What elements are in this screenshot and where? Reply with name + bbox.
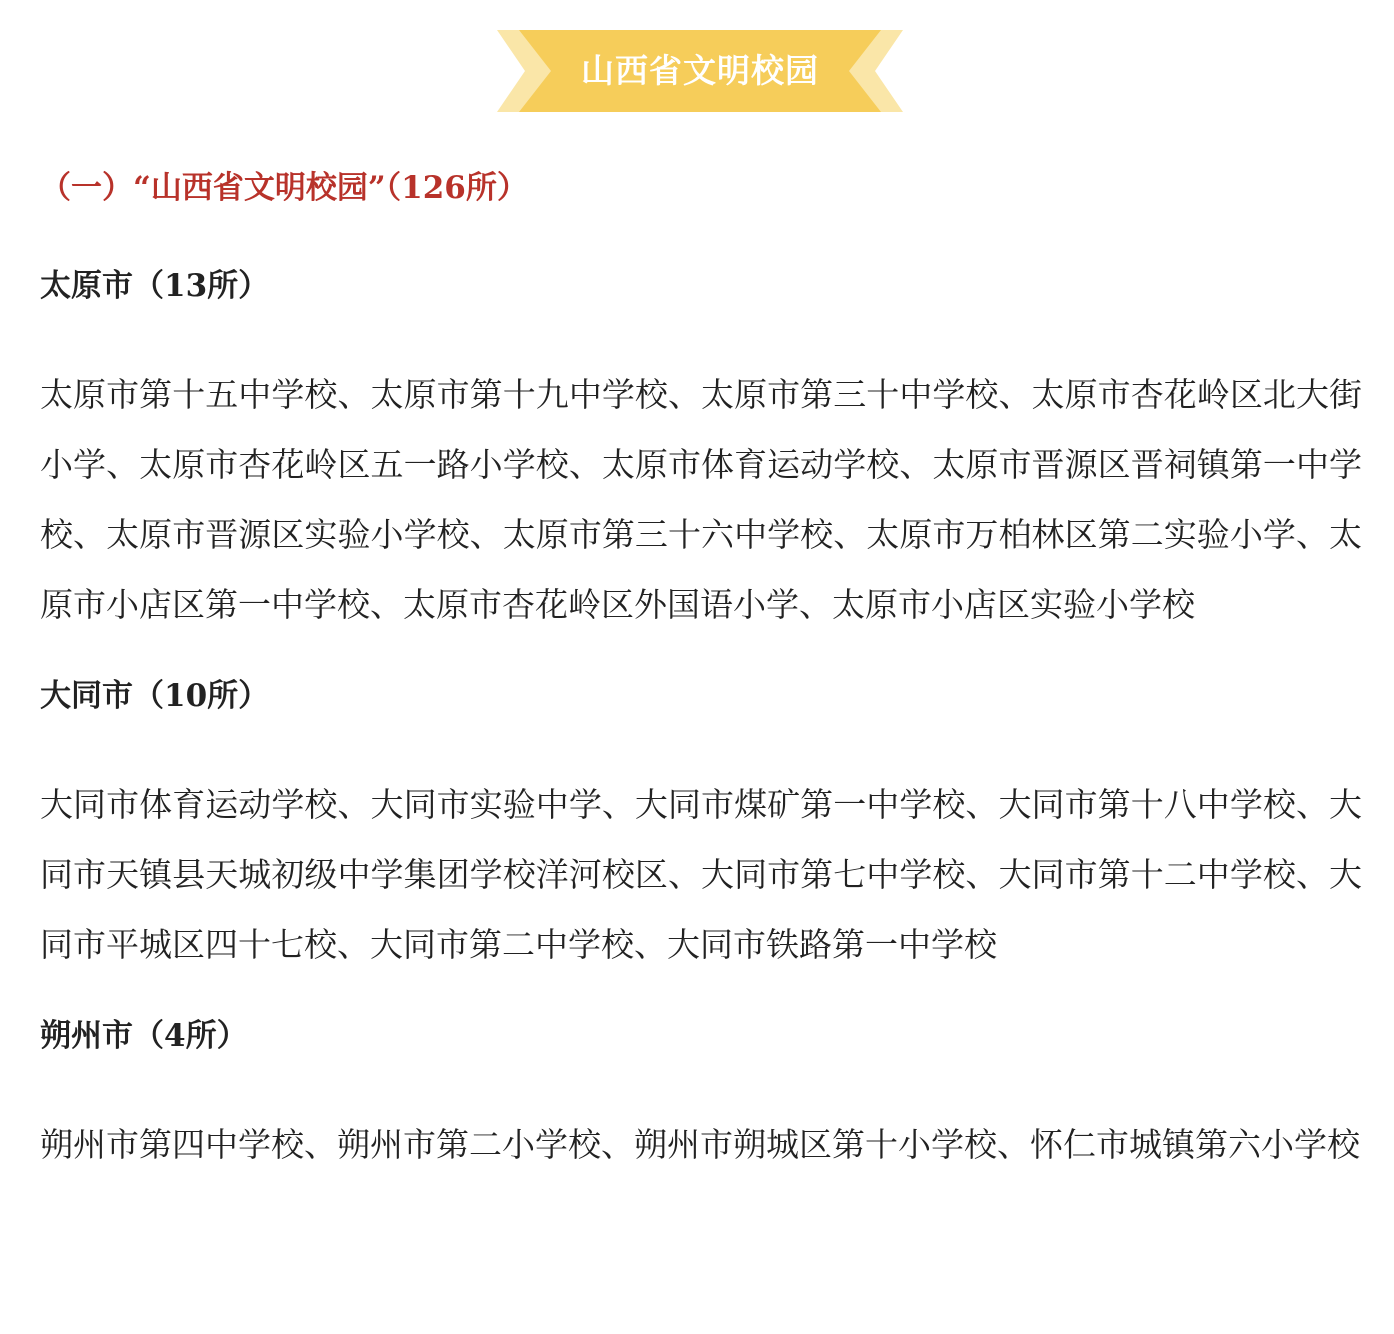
city-heading: 大同市（10所）	[40, 678, 270, 714]
city-block-datong	[40, 668, 1362, 980]
city-block-taiyuan	[40, 258, 1362, 640]
section-title: （一）“山西省文明校园”（126所）	[40, 170, 528, 206]
banner-title: 山西省文明校园	[581, 51, 819, 90]
school-list: 朔州市第四中学校、朔州市第二小学校、朔州市朔城区第十小学校、怀仁市城镇第六小学校	[40, 1125, 1360, 1164]
school-list: 大同市体育运动学校、大同市实验中学、大同市煤矿第一中学校、大同市第十八中学校、大同市天镇县天城初级中学集团学校洋河校区、大同市第七中学校、大同市第十二中学校、大同市平城区四十七校、大同市第二中学校、大同市铁路第一中学校	[40, 785, 1362, 964]
city-block-shuozhou	[40, 1008, 1362, 1180]
title-banner	[497, 30, 903, 112]
city-heading: 朔州市（4所）	[40, 1018, 248, 1054]
school-list: 太原市第十五中学校、太原市第十九中学校、太原市第三十中学校、太原市杏花岭区北大街小学、太原市杏花岭区五一路小学校、太原市体育运动学校、太原市晋源区晋祠镇第一中学校、太原市晋源区实验小学校、太原市第三十六中学校、太原市万柏林区第二实验小学、太原市小店区第一中学校、太原市杏花岭区外国语小学、太原市小店区实验小学校	[40, 375, 1362, 624]
city-heading: 太原市（13所）	[40, 268, 270, 304]
document-body	[40, 160, 1362, 1208]
